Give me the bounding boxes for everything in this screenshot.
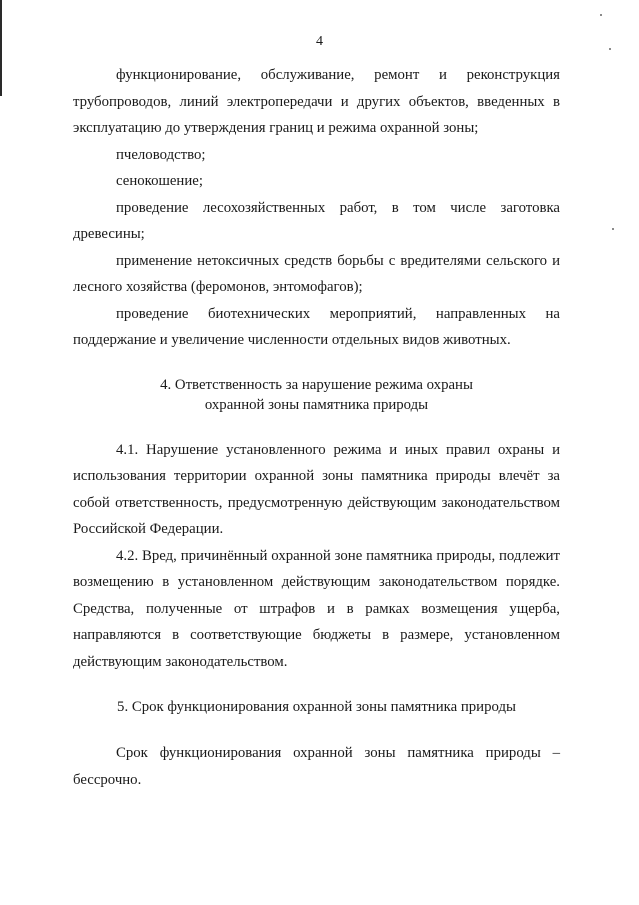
- list-item: функционирование, обслуживание, ремонт и реконструкция трубопроводов, линий электропередачи и других объектов, введенных в эксплуатацию до утверждения границ и режима охранной зоны;: [73, 67, 560, 136]
- list-item: проведение лесохозяйственных работ, в том числе заготовка древесины;: [73, 199, 560, 242]
- page-number: 4: [316, 34, 323, 49]
- section-heading-4: [73, 375, 560, 415]
- list-item: пчеловодство;: [116, 146, 206, 163]
- clause-4-2: 4.2. Вред, причинённый охранной зоне памятника природы, подлежит возмещению в установленном действующим законодательством порядке. Средства, полученные от штрафов и в рамках возмещения ущерба, направляются в соответствующие бюджеты в размере, установленном действующим законодательством.: [73, 547, 560, 670]
- section-5-text: Срок функционирования охранной зоны памятника природы – бессрочно.: [73, 745, 560, 788]
- section-heading-line: 4. Ответственность за нарушение режима охраны: [160, 376, 473, 393]
- document-body: [73, 62, 560, 793]
- section-heading-line: охранной зоны памятника природы: [204, 396, 429, 413]
- list-item: сенокошение;: [116, 173, 203, 189]
- scan-speck: [612, 228, 614, 230]
- clause-4-1: 4.1. Нарушение установленного режима и иных правил охраны и использования территории охранной зоны памятника природы влечёт за собой ответственность, предусмотренную действующим законодательством Российской Федерации.: [73, 441, 560, 537]
- section-heading-5: 5. Срок функционирования охранной зоны памятника природы: [117, 699, 516, 715]
- list-item: применение нетоксичных средств борьбы с вредителями сельского и лесного хозяйства (феромонов, энтомофагов);: [73, 252, 560, 295]
- scan-speck: [600, 14, 602, 16]
- list-item: проведение биотехнических мероприятий, направленных на поддержание и увеличение численности отдельных видов животных.: [73, 305, 560, 348]
